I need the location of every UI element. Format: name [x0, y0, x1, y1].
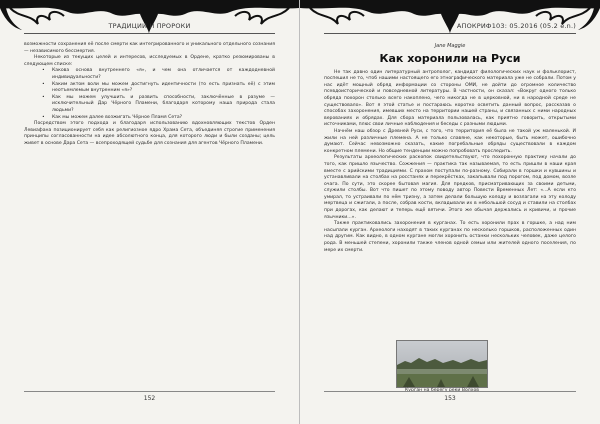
header-rule: [24, 33, 275, 34]
header-rule: [324, 33, 576, 34]
left-body-text: [24, 42, 275, 148]
list-item: • Как мы можем далее возжигать Чёрное Пламя Сета?: [52, 115, 275, 122]
paragraph: возможности сохранения её после смерти как интегрированного и уникального отдельного сознания — независимого бессмертия.: [24, 42, 275, 54]
page-number: 153: [444, 395, 456, 402]
right-body-text: [324, 42, 576, 254]
list-item: • Как мы можем улучшить и развить способности, заключённые в разуме — исключительный Дар Чёрного Пламени, благодаря которому наша природа стала людьми?: [52, 95, 275, 115]
list-item: • Каким актом воли мы можем достигнуть идентичности (то есть признать её) с этим неотъемлемым внутренним «я»?: [52, 82, 275, 95]
running-header: АПОКРИФ103: 05.2016 (05.2 e.n.): [456, 22, 576, 30]
paragraph: Некоторые из текущих целей и интересов, исследуемых в Ордене, кратко резюмированы в следующем списке:: [24, 55, 275, 67]
right-page: [300, 0, 600, 424]
footer-rule: [24, 391, 275, 392]
article-author: Jane Maggie: [434, 43, 466, 49]
burial-mound-photo: [396, 340, 488, 388]
photo-caption: Курган на берегу реки Волхов: [405, 388, 479, 393]
header-ornament-icon: [300, 0, 600, 40]
page-number: 152: [143, 395, 156, 402]
running-header: ТРАДИЦИИ И ПРОРОКИ: [108, 22, 191, 30]
header-ornament-icon: [0, 0, 299, 40]
paragraph: Результаты археологических раскопок свидетельствуют, что похоронную практику начали до того, как пришло язычество. Сожжения — практика так называемая, то есть пришли в наши края вместе с арийскими традициями. С прахом поступали по-разному. Собирали в горшки и кувшины и устанавливали на столбах на росстанях и перекрёстках, закапывали под порогом, под домом, возле очага. По сути, это скорее бытовая магия. Для предков, присматривающих за своими детьми, служили столбы. Вот что пишет по этому поводу автор Повести Временных Лет: «...А если кто умирал, то устраивали по нём тризну, а затем делали большую колоду и возлагали на эту колоду мертвеца и сжигали, а после, собрав кости, вкладывали их в небольшой сосуд и ставили на столбах при дорогах, как делают и теперь ещё вятичи. Этого же обычая держались и кривичи, и прочие язычники...».: [324, 155, 576, 220]
paragraph: Посредством этого подхода и благодаря использованию вдохновляющих текстов Орден Левиафана позиционирует себя как религиозное ядро Храма Сета, объединяя строгие применения принципы согласованности на идее абсолютного конца, для которого люди и были созданы; цель живет в основе Дара Сета — всепроходящей судьбе для сознания для агентов Чёрного Пламени.: [24, 121, 275, 146]
paragraph: Не так давно один литературный антрополог, кандидат филологических наук и фольклорист, поспешил не то, чтоб нашими настоящего его этнографического материала уже не собрали. Потом у нас идёт мощный обряд информации со стороны ОМИ, не дойти до огромное количество псевдоисторической и повседневной литературы. В частности, он сказал: «Вокруг одного только обряда похорон столько всего накоплено, чего никогда не в церковной, ни в народной среде не существовало». Вот я этой статье и постараюсь коротко осветить данный вопрос, рассказав о способах захоронения, имевших место на территории нашей страны, и связанных с ними народных верованиях и обрядах. Для сбора материала пользовалась, как приятно говорить, открытыми источниками, плюс свои личные наблюдения и беседы с разными людьми.: [324, 69, 576, 128]
bullet-list: [34, 68, 275, 121]
paragraph: Также практиковались захоронения в курганах. То есть хоронили прах в горшке, а над ним насыпали курган. Археологи находят в таких курганах по несколько горшков, расположенных один над другим. Как видно, в одном кургане могли хоронить останки нескольких человек, даже целого рода. В меньшей степени, хоронили также членов одной семьи или жителей одного поселения, по мере их смерти.: [324, 221, 576, 253]
paragraph: Начнём наш обзор с Древней Руси, с того, что территория её была не такой уж маленькой. И жили на ней различные племена. А не только славяне, как некоторые, быть может, ошибочно думают. Сейчас невозможно сказать, какие погребальные обряды существовали в каждом конкретном племени. Но общие тенденции можно попробовать проследить.: [324, 128, 576, 154]
list-item: • Какова основа внутреннего «я», и чем она отличается от каждодневной индивидуальности?: [52, 68, 275, 81]
footer-rule: [324, 391, 576, 392]
article-title: Как хоронили на Руси: [379, 51, 521, 65]
